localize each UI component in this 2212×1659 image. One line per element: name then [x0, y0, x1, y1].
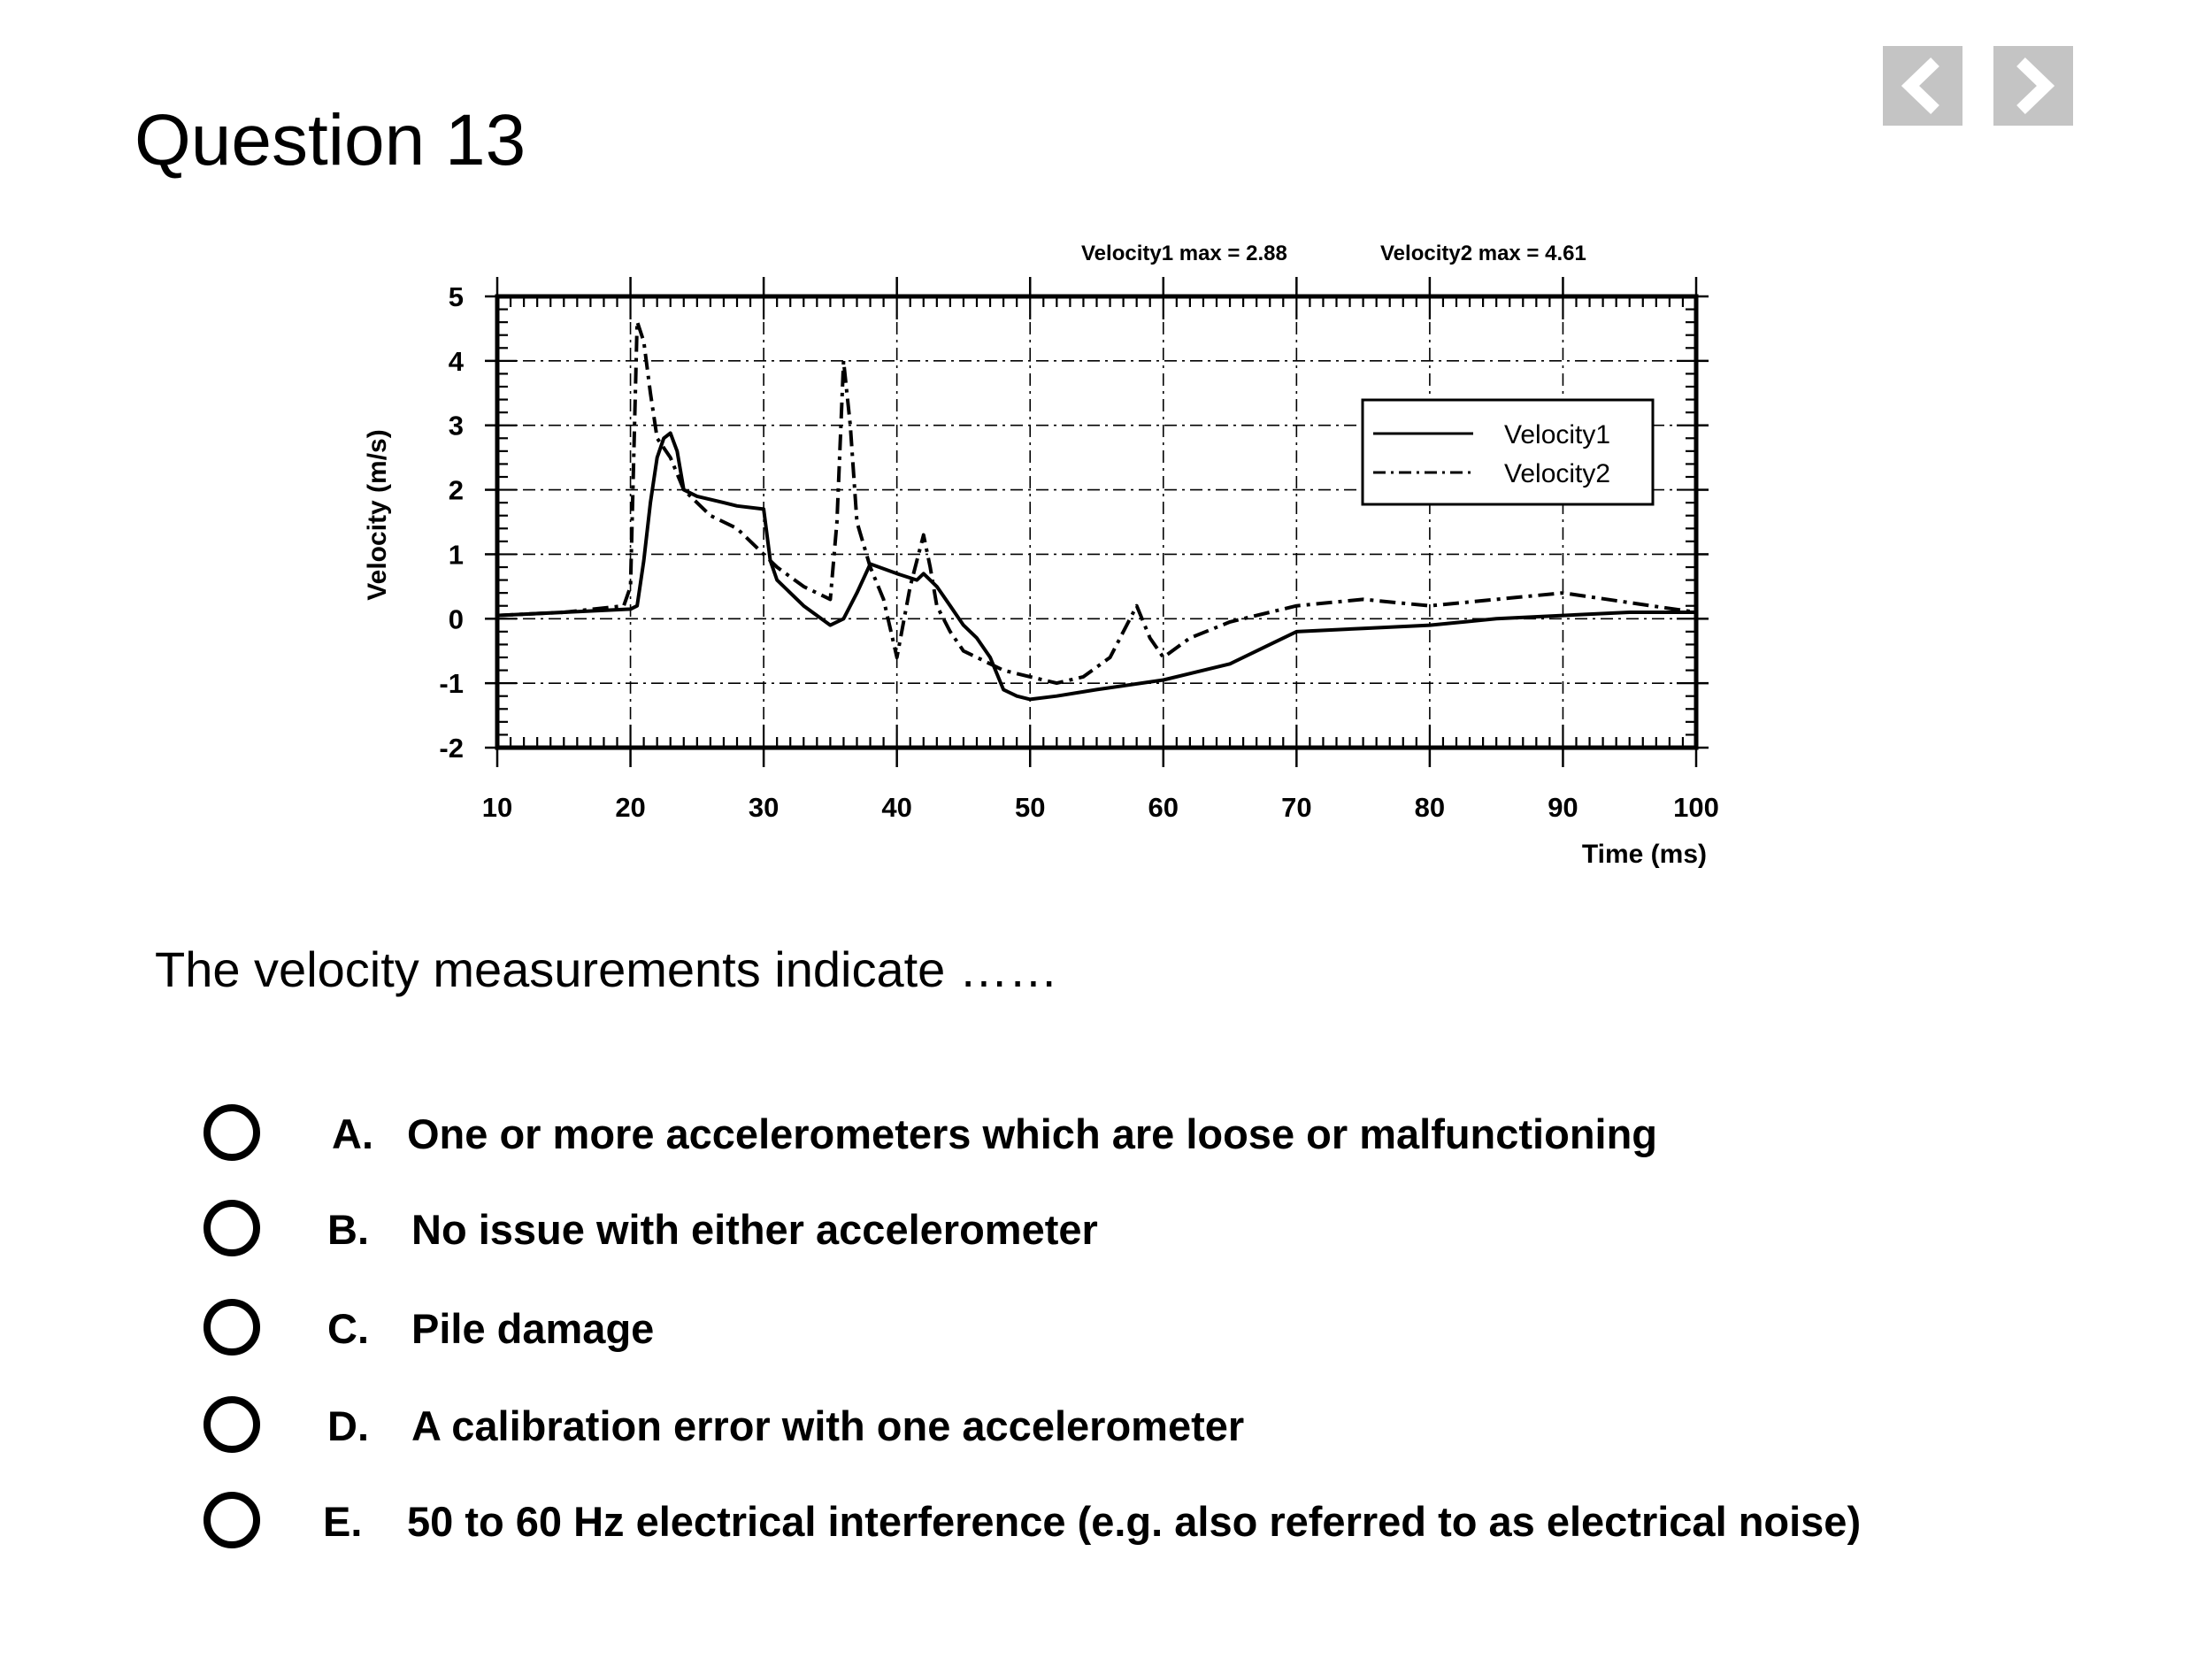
option-letter: D. — [327, 1402, 369, 1449]
option-d[interactable] — [0, 1380, 2212, 1469]
x-tick-label: 80 — [1414, 792, 1446, 823]
y-tick-label: -2 — [439, 733, 464, 764]
chevron-right-icon — [2007, 55, 2060, 117]
x-tick-label: 60 — [1148, 792, 1179, 823]
option-letter: E. — [323, 1498, 363, 1545]
x-tick-label: 50 — [1014, 792, 1046, 823]
x-axis-title: Time (ms) — [1581, 840, 1707, 869]
next-button[interactable] — [1993, 46, 2073, 126]
x-tick-label: 70 — [1281, 792, 1312, 823]
option-letter: A. — [332, 1110, 373, 1157]
option-b[interactable] — [0, 1184, 2212, 1272]
y-tick-label: 4 — [448, 345, 464, 377]
option-letter: C. — [327, 1305, 369, 1352]
previous-button[interactable] — [1883, 46, 1962, 126]
x-tick-label: 20 — [615, 792, 646, 823]
radio-button-e[interactable] — [204, 1492, 260, 1548]
option-text: No issue with either accelerometer — [411, 1206, 1098, 1253]
question-prompt: The velocity measurements indicate …… — [155, 941, 1058, 997]
y-axis-title: Velocity (m/s) — [363, 429, 392, 601]
question-title: Question 13 — [134, 100, 526, 180]
x-tick-label: 40 — [881, 792, 912, 823]
option-text: One or more accelerometers which are loose or malfunctioning — [407, 1110, 1658, 1157]
chevron-left-icon — [1896, 55, 1949, 117]
x-tick-label: 30 — [748, 792, 780, 823]
y-tick-label: -1 — [439, 668, 464, 700]
radio-button-d[interactable] — [204, 1396, 260, 1453]
legend-label-velocity2: Velocity2 — [1504, 459, 1611, 488]
x-tick-label: 10 — [481, 792, 513, 823]
option-a[interactable] — [0, 1088, 2212, 1177]
y-tick-label: 2 — [448, 474, 464, 506]
option-c[interactable] — [0, 1283, 2212, 1371]
radio-button-a[interactable] — [204, 1104, 260, 1161]
y-tick-label: 5 — [448, 281, 464, 312]
option-text: 50 to 60 Hz electrical interference (e.g. also referred to as electrical noise) — [407, 1498, 1862, 1545]
option-text: Pile damage — [411, 1305, 655, 1352]
radio-button-b[interactable] — [204, 1200, 260, 1256]
y-tick-label: 0 — [448, 603, 464, 635]
velocity-chart — [336, 230, 1752, 885]
velocity2-max-annotation: Velocity2 max = 4.61 — [1380, 242, 1586, 265]
legend-label-velocity1: Velocity1 — [1504, 420, 1611, 449]
option-letter: B. — [327, 1206, 369, 1253]
y-tick-label: 3 — [448, 410, 464, 442]
plot-frame — [497, 296, 1696, 748]
x-tick-label: 90 — [1548, 792, 1578, 823]
x-tick-label: 100 — [1673, 792, 1719, 823]
velocity1-max-annotation: Velocity1 max = 2.88 — [1081, 242, 1287, 265]
y-tick-label: 1 — [448, 539, 464, 571]
option-text: A calibration error with one accelerometer — [411, 1402, 1245, 1449]
option-e[interactable] — [0, 1476, 2212, 1564]
radio-button-c[interactable] — [204, 1299, 260, 1356]
legend-box — [1363, 400, 1653, 504]
